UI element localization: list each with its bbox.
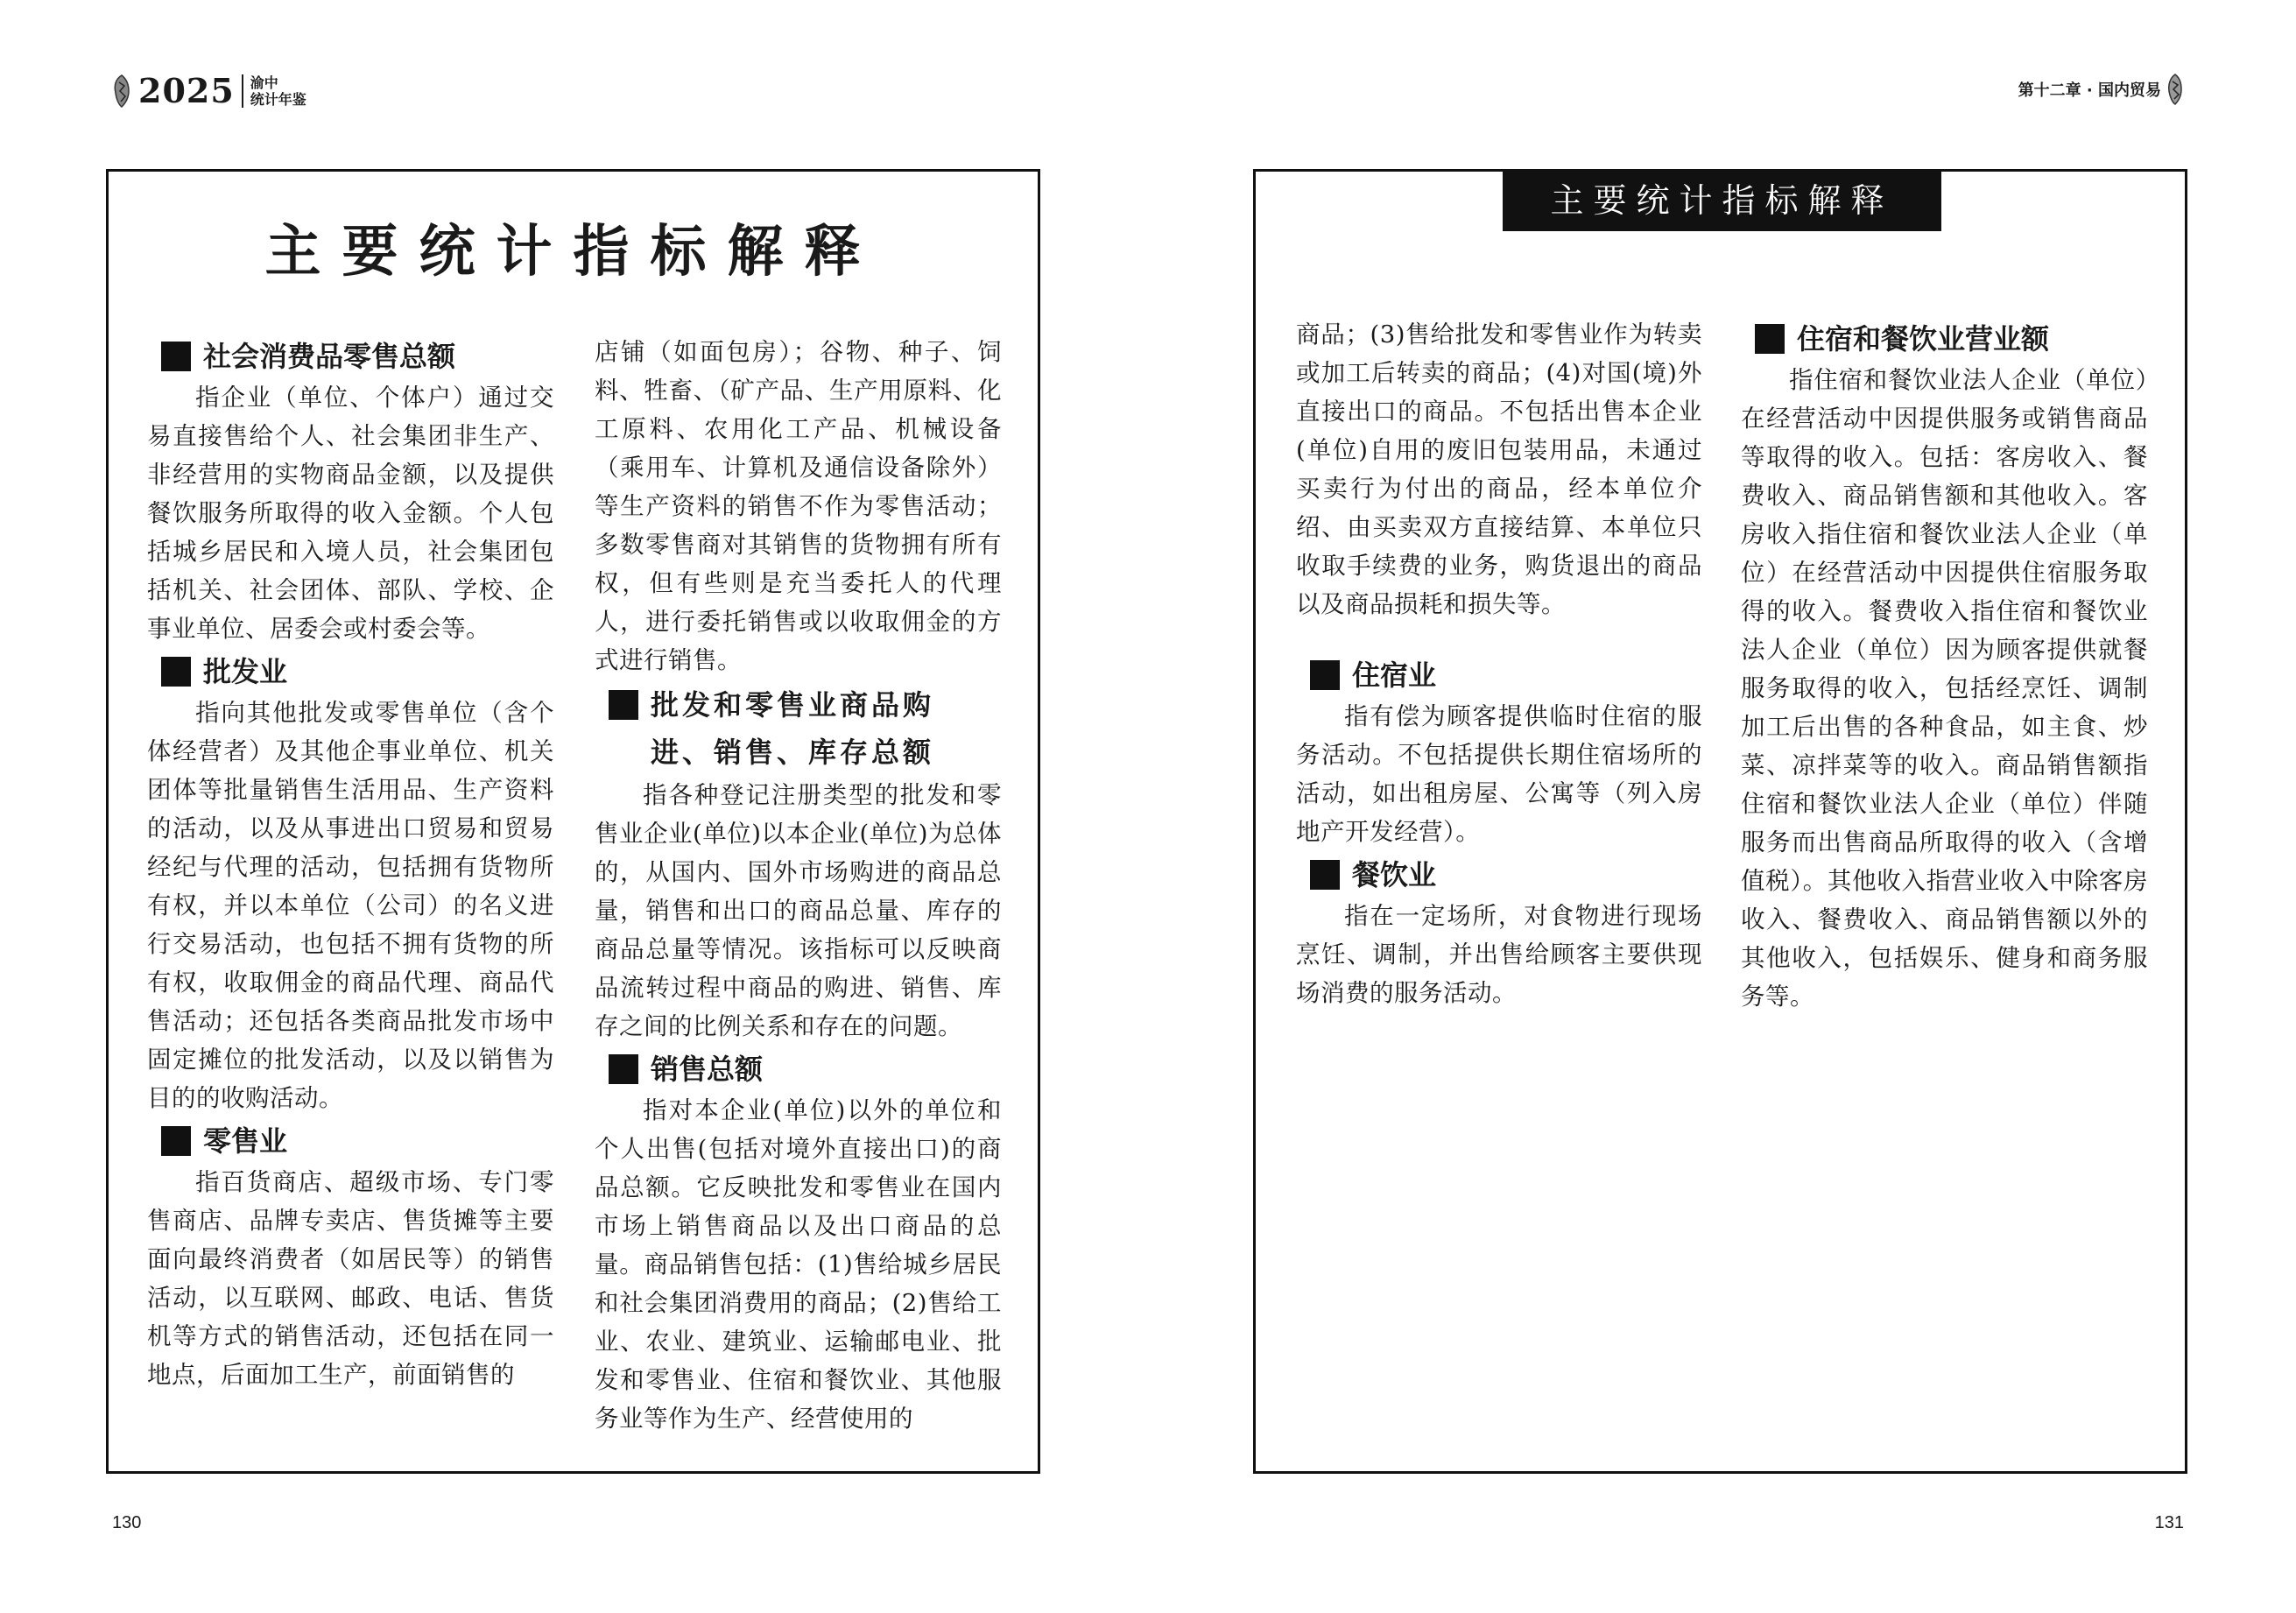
square-bullet-icon [1310, 660, 1340, 690]
section-banner: 主要统计指标解释 [1503, 171, 1941, 231]
logo-book-line1: 渝中 [250, 74, 278, 91]
section-heading [1296, 653, 1702, 697]
page-number-right: 131 [2154, 1513, 2184, 1532]
logo-book-line2: 统计年鉴 [250, 91, 306, 108]
logo-divider [242, 74, 243, 108]
square-bullet-icon [609, 690, 638, 720]
continued-paragraph: 店铺（如面包房）；谷物、种子、饲料、牲畜、（矿产品、生产用原料、化工原料、农用化工产品、机械设备（乘用车、计算机及通信设备除外）等生产资料的销售不作为零售活动；多数零售商对其销售的货物拥有所有权，但有些则是充当委托人的代理人，进行委托销售或以收取佣金的方式进行销售。 [595, 338, 1002, 674]
square-bullet-icon [1310, 860, 1340, 890]
page-number-left: 130 [112, 1513, 142, 1532]
page-title: 主要统计指标解释 [264, 219, 882, 285]
chapter-title: 第十二章 · 国内贸易 [2018, 81, 2161, 100]
section-heading-text: 批发业 [203, 655, 288, 688]
section-heading-text: 住宿和餐饮业营业额 [1797, 322, 2050, 356]
chapter-header [2018, 75, 2184, 103]
section-heading-text: 销售总额 [651, 1053, 764, 1086]
section-heading [147, 1119, 554, 1163]
section-heading-text: 社会消费品零售总额 [203, 340, 456, 373]
section-paragraph: 指各种登记注册类型的批发和零售业企业(单位)以本企业(单位)为总体的，从国内、国外市场购进的商品总量，销售和出口的商品总量、库存的商品总量等情况。该指标可以反映商品流转过程中商品的购进、销售、库存之间的比例关系和存在的问题。 [595, 781, 1002, 1040]
yearbook-logo [112, 68, 306, 114]
right-column-2 [1741, 315, 2148, 1016]
logo-emblem-icon [112, 74, 131, 109]
left-column-1 [147, 333, 554, 1394]
section-heading [595, 681, 1002, 776]
section-paragraph: 指百货商店、超级市场、专门零售商店、品牌专卖店、售货摊等主要面向最终消费者（如居民等）的销售活动，以互联网、邮政、电话、售货机等方式的销售活动，还包括在同一地点，后面加工生产，前面销售的 [147, 1168, 554, 1389]
section-heading [147, 335, 554, 378]
logo-book-name [250, 74, 306, 108]
section-paragraph: 指企业（单位、个体户）通过交易直接售给个人、社会集团非生产、非经营用的实物商品金额，以及提供餐饮服务所取得的收入金额。个人包括城乡居民和入境人员，社会集团包括机关、社会团体、部队、学校、企事业单位、居委会或村委会等。 [147, 384, 554, 643]
section-paragraph: 指向其他批发或零售单位（含个体经营者）及其他企事业单位、机关团体等批量销售生活用品、生产资料的活动，以及从事进出口贸易和贸易经纪与代理的活动，包括拥有货物所有权，并以本单位（公司）的名义进行交易活动，也包括不拥有货物的所有权，收取佣金的商品代理、商品代售活动；还包括各类商品批发市场中固定摊位的批发活动，以及以销售为目的的收购活动。 [147, 699, 554, 1112]
square-bullet-icon [1755, 324, 1785, 354]
section-heading [1296, 853, 1702, 897]
square-bullet-icon [161, 342, 191, 371]
section-heading [147, 650, 554, 694]
section-paragraph: 指住宿和餐饮业法人企业（单位）在经营活动中因提供服务或销售商品等取得的收入。包括：客房收入、餐费收入、商品销售额和其他收入。客房收入指住宿和餐饮业法人企业（单位）在经营活动中因提供住宿服务取得的收入。餐费收入指住宿和餐饮业法人企业（单位）因为顾客提供就餐服务取得的收入，包括经烹饪、调制加工后出售的各种食品，如主食、炒菜、凉拌菜等的收入。商品销售额指住宿和餐饮业法人企业（单位）伴随服务而出售商品所取得的收入（含增值税）。其他收入指营业收入中除客房收入、餐费收入、商品销售额以外的其他收入，包括娱乐、健身和商务服务等。 [1741, 366, 2148, 1011]
section-heading [1741, 317, 2148, 361]
section-heading-line1: 批发和零售业商品购 [651, 688, 935, 722]
section-heading-text: 住宿业 [1352, 659, 1437, 692]
continued-paragraph: 商品；(3)售给批发和零售业作为转卖或加工后转卖的商品；(4)对国(境)外直接出口的商品。不包括出售本企业(单位)自用的废旧包装用品，未通过买卖行为付出的商品，经本单位介绍、由买卖双方直接结算、本单位只收取手续费的业务，购货退出的商品以及商品损耗和损失等。 [1296, 320, 1702, 618]
section-heading-text: 零售业 [203, 1124, 288, 1158]
section-heading [595, 1047, 1002, 1091]
left-column-2 [595, 333, 1002, 1438]
right-column-1 [1296, 315, 1702, 1012]
section-heading-line2: 进、销售、库存总额 [651, 736, 935, 769]
section-paragraph: 指在一定场所，对食物进行现场烹饪、调制，并出售给顾客主要供现场消费的服务活动。 [1296, 902, 1702, 1007]
section-paragraph: 指有偿为顾客提供临时住宿的服务活动。不包括提供长期住宿场所的活动，如出租房屋、公寓等（列入房地产开发经营）。 [1296, 702, 1702, 846]
square-bullet-icon [161, 657, 191, 687]
square-bullet-icon [161, 1126, 191, 1156]
spacer [1296, 623, 1702, 652]
square-bullet-icon [609, 1054, 638, 1084]
section-heading-text [651, 681, 934, 776]
chapter-emblem-icon [2166, 73, 2184, 106]
logo-year: 2025 [138, 71, 235, 110]
section-heading-text: 餐饮业 [1352, 858, 1437, 891]
section-paragraph: 指对本企业(单位)以外的单位和个人出售(包括对境外直接出口)的商品总额。它反映批发和零售业在国内市场上销售商品以及出口商品的总量。商品销售包括：(1)售给城乡居民和社会集团消费用的商品；(2)售给工业、农业、建筑业、运输邮电业、批发和零售业、住宿和餐饮业、其他服务业等作为生产、经营使用的 [595, 1096, 1002, 1433]
